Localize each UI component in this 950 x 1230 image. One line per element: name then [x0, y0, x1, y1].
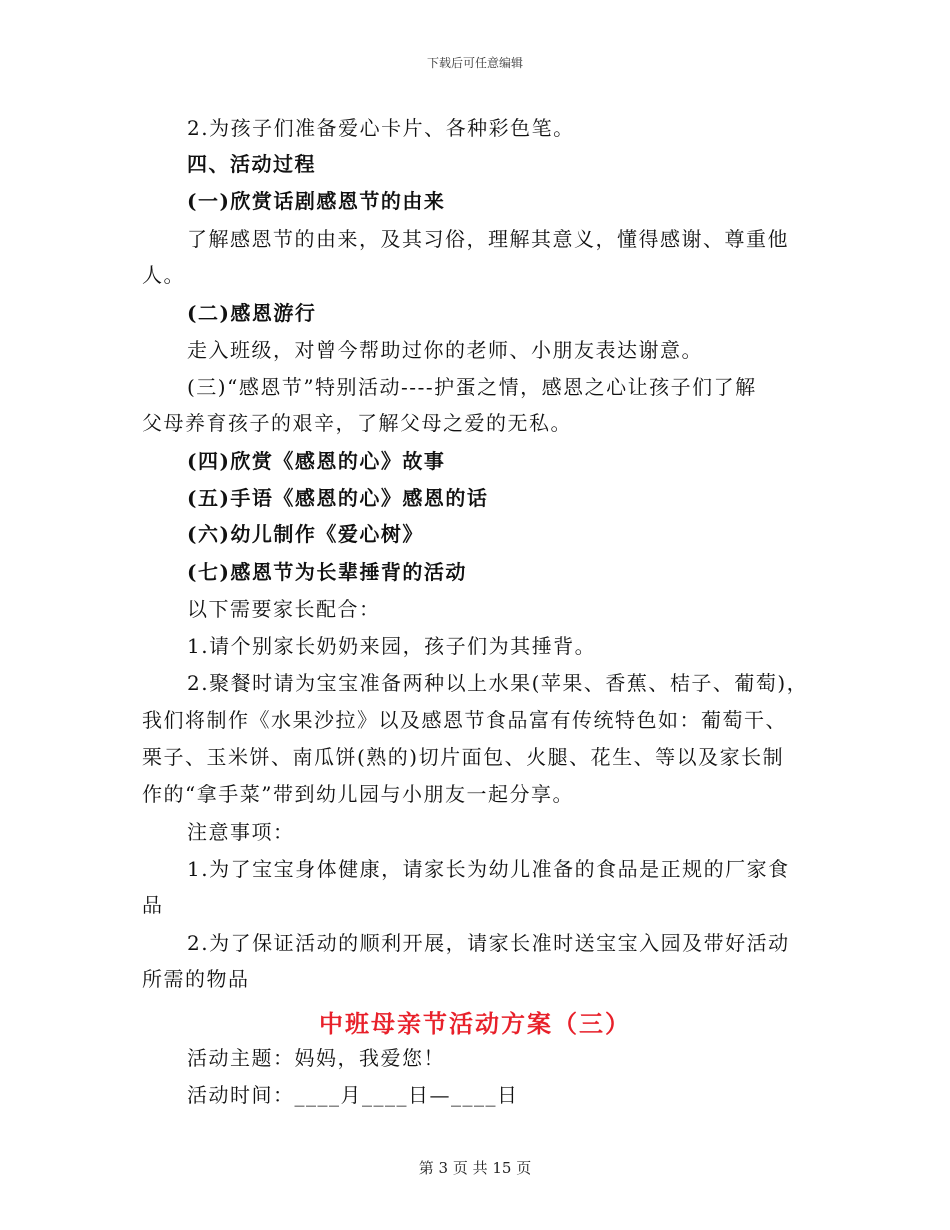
text-line: 栗子、玉米饼、南瓜饼(熟的)切片面包、火腿、花生、等以及家长制: [142, 745, 785, 769]
subheading: (六)幼儿制作《爱心树》: [187, 522, 424, 546]
subheading: (一)欣赏话剧感恩节的由来: [187, 189, 446, 213]
text-line: 2.为了保证活动的顺利开展，请家长准时送宝宝入园及带好活动: [187, 931, 790, 955]
text-line: 以下需要家长配合：: [187, 597, 381, 621]
text-line: 走入班级，对曾今帮助过你的老师、小朋友表达谢意。: [187, 338, 703, 362]
subheading: (二)感恩游行: [187, 301, 317, 325]
text-line: 注意事项：: [187, 820, 295, 844]
text-line: 品: [142, 893, 164, 917]
section-heading: 四、活动过程: [187, 152, 316, 176]
text-line: 人。: [142, 263, 185, 287]
subheading: (四)欣赏《感恩的心》故事: [187, 449, 446, 473]
text-line: 我们将制作《水果沙拉》以及感恩节食品富有传统特色如：葡萄干、: [142, 708, 787, 732]
page-number: 第 3 页 共 15 页: [418, 1159, 532, 1177]
text-line: (三)“感恩节”特别活动----护蛋之情，感恩之心让孩子们了解: [187, 375, 757, 399]
text-line: 作的“拿手菜”带到幼儿园与小朋友一起分享。: [142, 782, 574, 806]
text-line: 2.为孩子们准备爱心卡片、各种彩色笔。: [187, 116, 575, 140]
text-line: 1.请个别家长奶奶来园，孩子们为其捶背。: [187, 634, 597, 658]
subheading: (五)手语《感恩的心》感恩的话: [187, 486, 489, 510]
text-line: 2.聚餐时请为宝宝准备两种以上水果(苹果、香蕉、桔子、葡萄)，: [187, 671, 809, 695]
activity-theme-line: 活动主题：妈妈，我爱您！: [187, 1046, 445, 1070]
page-header-note: 下载后可任意编辑: [426, 56, 523, 70]
text-line: 1.为了宝宝身体健康，请家长为幼儿准备的食品是正规的厂家食: [187, 857, 790, 881]
activity-time-line: 活动时间：____月____日—____日: [187, 1083, 519, 1107]
subheading: (七)感恩节为长辈捶背的活动: [187, 560, 467, 584]
text-line: 所需的物品: [142, 967, 250, 991]
text-line: 了解感恩节的由来，及其习俗，理解其意义，懂得感谢、尊重他: [187, 227, 789, 251]
section-title: 中班母亲节活动方案（三）: [319, 1009, 631, 1038]
text-line: 父母养育孩子的艰辛，了解父母之爱的无私。: [142, 411, 572, 435]
